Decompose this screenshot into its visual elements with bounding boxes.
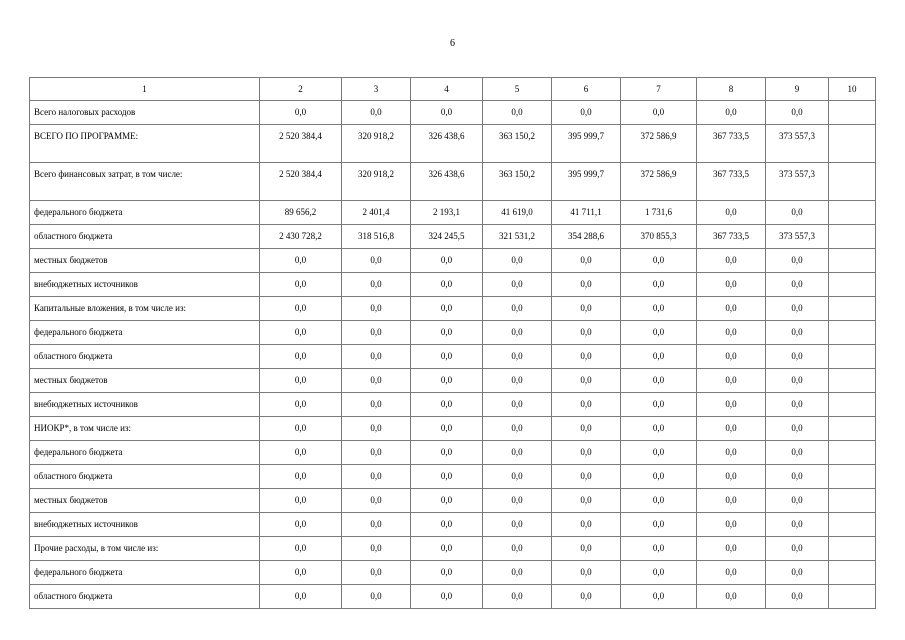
- table-cell: 0,0: [411, 297, 483, 321]
- table-row: [30, 561, 876, 585]
- table-cell: 0,0: [552, 345, 621, 369]
- table-cell: [829, 393, 876, 417]
- table-row: [30, 369, 876, 393]
- table-row: [30, 249, 876, 273]
- table-cell: 395 999,7: [552, 125, 621, 163]
- row-label: областного бюджета: [30, 465, 260, 489]
- table-row: [30, 321, 876, 345]
- row-label: федерального бюджета: [30, 561, 260, 585]
- table-cell: 0,0: [766, 201, 829, 225]
- table-cell: 0,0: [260, 465, 342, 489]
- table-cell: 0,0: [342, 441, 411, 465]
- table-cell: 354 288,6: [552, 225, 621, 249]
- table-cell: 0,0: [766, 273, 829, 297]
- table-cell: 0,0: [483, 369, 552, 393]
- table-cell: 2 520 384,4: [260, 125, 342, 163]
- table-cell: 321 531,2: [483, 225, 552, 249]
- table-cell: 0,0: [621, 321, 697, 345]
- table-cell: 0,0: [766, 441, 829, 465]
- table-cell: 0,0: [552, 561, 621, 585]
- row-label: федерального бюджета: [30, 201, 260, 225]
- table-cell: 0,0: [697, 393, 766, 417]
- table-cell: 0,0: [260, 417, 342, 441]
- table-cell: 0,0: [766, 249, 829, 273]
- column-header: 6: [552, 78, 621, 101]
- table-cell: 0,0: [697, 417, 766, 441]
- table-cell: 0,0: [766, 465, 829, 489]
- row-label: областного бюджета: [30, 345, 260, 369]
- table-cell: 0,0: [766, 321, 829, 345]
- table-cell: 0,0: [552, 369, 621, 393]
- table-cell: 0,0: [342, 489, 411, 513]
- table-cell: 0,0: [411, 441, 483, 465]
- row-label: внебюджетных источников: [30, 513, 260, 537]
- table-cell: 89 656,2: [260, 201, 342, 225]
- table-cell: [829, 561, 876, 585]
- table-cell: 0,0: [260, 345, 342, 369]
- table-cell: 0,0: [697, 465, 766, 489]
- row-label: Всего налоговых расходов: [30, 101, 260, 125]
- table-cell: 0,0: [621, 249, 697, 273]
- table-cell: 0,0: [342, 393, 411, 417]
- table-cell: 0,0: [766, 513, 829, 537]
- row-label: НИОКР*, в том числе из:: [30, 417, 260, 441]
- table-cell: 0,0: [483, 345, 552, 369]
- table-cell: 0,0: [621, 441, 697, 465]
- table-cell: 0,0: [411, 561, 483, 585]
- table-cell: 0,0: [260, 585, 342, 609]
- table-cell: 320 918,2: [342, 163, 411, 201]
- table-cell: 0,0: [342, 321, 411, 345]
- table-cell: [829, 417, 876, 441]
- table-cell: 0,0: [260, 489, 342, 513]
- row-label: областного бюджета: [30, 225, 260, 249]
- column-header: 5: [483, 78, 552, 101]
- table-body: [30, 101, 876, 609]
- table-cell: 0,0: [621, 465, 697, 489]
- table-cell: 0,0: [697, 297, 766, 321]
- table-cell: 0,0: [342, 537, 411, 561]
- row-label: местных бюджетов: [30, 369, 260, 393]
- table-row: [30, 101, 876, 125]
- budget-table: [29, 77, 876, 609]
- table-cell: 0,0: [260, 321, 342, 345]
- table-cell: 373 557,3: [766, 125, 829, 163]
- table-cell: 0,0: [766, 345, 829, 369]
- table-cell: 0,0: [483, 273, 552, 297]
- table-cell: 0,0: [766, 537, 829, 561]
- table-cell: 2 520 384,4: [260, 163, 342, 201]
- table-row: [30, 585, 876, 609]
- table-cell: 0,0: [766, 489, 829, 513]
- table-cell: 0,0: [697, 513, 766, 537]
- table-cell: [829, 201, 876, 225]
- table-cell: 0,0: [260, 537, 342, 561]
- table-cell: 0,0: [766, 101, 829, 125]
- table-cell: 0,0: [342, 585, 411, 609]
- row-label: внебюджетных источников: [30, 273, 260, 297]
- table-cell: 0,0: [342, 369, 411, 393]
- table-cell: [829, 441, 876, 465]
- table-cell: 0,0: [697, 201, 766, 225]
- table-cell: 367 733,5: [697, 225, 766, 249]
- row-label: внебюджетных источников: [30, 393, 260, 417]
- table-cell: 0,0: [411, 393, 483, 417]
- table-cell: 0,0: [260, 513, 342, 537]
- table-cell: 0,0: [411, 585, 483, 609]
- table-cell: 0,0: [260, 561, 342, 585]
- table-cell: 0,0: [766, 393, 829, 417]
- row-label: местных бюджетов: [30, 489, 260, 513]
- table-cell: [829, 249, 876, 273]
- table-cell: 373 557,3: [766, 163, 829, 201]
- column-header: 9: [766, 78, 829, 101]
- table-cell: 0,0: [621, 489, 697, 513]
- page-number: 6: [450, 38, 455, 49]
- table-cell: 0,0: [411, 537, 483, 561]
- table-cell: [829, 537, 876, 561]
- table-row: [30, 537, 876, 561]
- table-cell: 0,0: [621, 537, 697, 561]
- table-cell: 0,0: [621, 393, 697, 417]
- table-cell: 0,0: [697, 489, 766, 513]
- column-header: 8: [697, 78, 766, 101]
- table-cell: [829, 225, 876, 249]
- table-cell: [829, 489, 876, 513]
- table-cell: 0,0: [411, 249, 483, 273]
- table-cell: 2 193,1: [411, 201, 483, 225]
- table-cell: 0,0: [552, 249, 621, 273]
- table-cell: 0,0: [621, 273, 697, 297]
- row-label: Всего финансовых затрат, в том числе:: [30, 163, 260, 201]
- table-cell: 0,0: [697, 249, 766, 273]
- table-cell: 370 855,3: [621, 225, 697, 249]
- table-cell: [829, 297, 876, 321]
- table-header-row: [30, 78, 876, 101]
- table-row: [30, 225, 876, 249]
- table-cell: 0,0: [552, 101, 621, 125]
- table-cell: 0,0: [342, 297, 411, 321]
- table-cell: 0,0: [552, 321, 621, 345]
- table-cell: 0,0: [342, 101, 411, 125]
- column-header: 2: [260, 78, 342, 101]
- table-cell: 0,0: [342, 561, 411, 585]
- table-cell: 0,0: [411, 417, 483, 441]
- table-cell: 363 150,2: [483, 125, 552, 163]
- table-cell: 0,0: [260, 393, 342, 417]
- table-cell: 0,0: [411, 273, 483, 297]
- row-label: федерального бюджета: [30, 321, 260, 345]
- table-cell: 0,0: [260, 249, 342, 273]
- table-cell: 0,0: [697, 273, 766, 297]
- table-cell: 41 619,0: [483, 201, 552, 225]
- table-cell: 0,0: [697, 585, 766, 609]
- column-header: 3: [342, 78, 411, 101]
- column-header: 10: [829, 78, 876, 101]
- table-cell: 0,0: [260, 297, 342, 321]
- table-cell: 0,0: [621, 561, 697, 585]
- table-cell: 0,0: [552, 489, 621, 513]
- table-row: [30, 273, 876, 297]
- table-cell: 0,0: [411, 465, 483, 489]
- table-cell: 41 711,1: [552, 201, 621, 225]
- table-cell: 0,0: [697, 369, 766, 393]
- table-row: [30, 393, 876, 417]
- table-row: [30, 441, 876, 465]
- table-cell: 0,0: [260, 101, 342, 125]
- table-cell: [829, 163, 876, 201]
- column-header: 4: [411, 78, 483, 101]
- table-cell: 0,0: [766, 585, 829, 609]
- table-cell: 0,0: [552, 273, 621, 297]
- table-cell: [829, 585, 876, 609]
- table-cell: [829, 321, 876, 345]
- row-label: местных бюджетов: [30, 249, 260, 273]
- table-cell: [829, 513, 876, 537]
- table-cell: 0,0: [483, 321, 552, 345]
- table-cell: 324 245,5: [411, 225, 483, 249]
- column-header: 7: [621, 78, 697, 101]
- table-cell: 0,0: [697, 561, 766, 585]
- table-cell: 0,0: [697, 321, 766, 345]
- table-cell: 0,0: [483, 297, 552, 321]
- table-cell: 0,0: [483, 537, 552, 561]
- table-cell: 0,0: [552, 393, 621, 417]
- table-row: [30, 201, 876, 225]
- row-label: Прочие расходы, в том числе из:: [30, 537, 260, 561]
- table-row: [30, 297, 876, 321]
- table-cell: 0,0: [483, 393, 552, 417]
- table-cell: 0,0: [483, 561, 552, 585]
- table-cell: 0,0: [766, 369, 829, 393]
- table-cell: 395 999,7: [552, 163, 621, 201]
- table-cell: 0,0: [260, 369, 342, 393]
- table-row: [30, 465, 876, 489]
- row-label: федерального бюджета: [30, 441, 260, 465]
- table-cell: 0,0: [483, 441, 552, 465]
- table-cell: 0,0: [552, 513, 621, 537]
- table-cell: 0,0: [342, 417, 411, 441]
- table-cell: 0,0: [552, 465, 621, 489]
- table-row: [30, 489, 876, 513]
- table-cell: 0,0: [342, 249, 411, 273]
- table-cell: 0,0: [483, 489, 552, 513]
- table-cell: 326 438,6: [411, 163, 483, 201]
- table-cell: 0,0: [621, 585, 697, 609]
- table-cell: 1 731,6: [621, 201, 697, 225]
- table-row: [30, 417, 876, 441]
- table-cell: [829, 345, 876, 369]
- table-row: [30, 513, 876, 537]
- table-cell: [829, 273, 876, 297]
- table-cell: 0,0: [552, 417, 621, 441]
- table-cell: 0,0: [483, 513, 552, 537]
- table-cell: 0,0: [766, 561, 829, 585]
- column-header: 1: [30, 78, 260, 101]
- table-cell: 0,0: [483, 585, 552, 609]
- table-cell: 367 733,5: [697, 163, 766, 201]
- table-cell: 0,0: [552, 537, 621, 561]
- table-cell: 0,0: [260, 441, 342, 465]
- table-cell: 0,0: [697, 537, 766, 561]
- table-row: [30, 345, 876, 369]
- table-cell: 0,0: [483, 417, 552, 441]
- table-cell: 0,0: [552, 441, 621, 465]
- table-cell: 0,0: [766, 417, 829, 441]
- table-cell: 0,0: [621, 345, 697, 369]
- table-cell: 0,0: [411, 345, 483, 369]
- table-cell: 0,0: [621, 417, 697, 441]
- table-cell: [829, 125, 876, 163]
- row-label: Капитальные вложения, в том числе из:: [30, 297, 260, 321]
- table-cell: 0,0: [697, 101, 766, 125]
- table-cell: 0,0: [621, 369, 697, 393]
- table-cell: 373 557,3: [766, 225, 829, 249]
- table-cell: 372 586,9: [621, 125, 697, 163]
- table-cell: 0,0: [411, 369, 483, 393]
- table-cell: 0,0: [697, 441, 766, 465]
- table-cell: 0,0: [621, 101, 697, 125]
- table-cell: 0,0: [342, 345, 411, 369]
- table-cell: 0,0: [552, 297, 621, 321]
- table-cell: 326 438,6: [411, 125, 483, 163]
- table-cell: 0,0: [483, 101, 552, 125]
- table-cell: 0,0: [411, 321, 483, 345]
- table-cell: 363 150,2: [483, 163, 552, 201]
- table-cell: [829, 101, 876, 125]
- table-cell: [829, 369, 876, 393]
- row-label: ВСЕГО ПО ПРОГРАММЕ:: [30, 125, 260, 163]
- table-row: [30, 125, 876, 163]
- table-cell: 0,0: [483, 465, 552, 489]
- table-cell: 0,0: [697, 345, 766, 369]
- table-cell: 0,0: [342, 273, 411, 297]
- table-cell: 0,0: [621, 513, 697, 537]
- table-cell: 318 516,8: [342, 225, 411, 249]
- table-cell: 372 586,9: [621, 163, 697, 201]
- row-label: областного бюджета: [30, 585, 260, 609]
- table-cell: 0,0: [411, 101, 483, 125]
- table-cell: 0,0: [552, 585, 621, 609]
- table-cell: 0,0: [483, 249, 552, 273]
- table-cell: 0,0: [766, 297, 829, 321]
- table-row: [30, 163, 876, 201]
- table-cell: 0,0: [342, 465, 411, 489]
- table-cell: 367 733,5: [697, 125, 766, 163]
- table-cell: 0,0: [411, 513, 483, 537]
- table-cell: 320 918,2: [342, 125, 411, 163]
- table-cell: [829, 465, 876, 489]
- table-cell: 2 430 728,2: [260, 225, 342, 249]
- table-cell: 0,0: [621, 297, 697, 321]
- table-cell: 0,0: [342, 513, 411, 537]
- table-cell: 2 401,4: [342, 201, 411, 225]
- table-cell: 0,0: [260, 273, 342, 297]
- table-cell: 0,0: [411, 489, 483, 513]
